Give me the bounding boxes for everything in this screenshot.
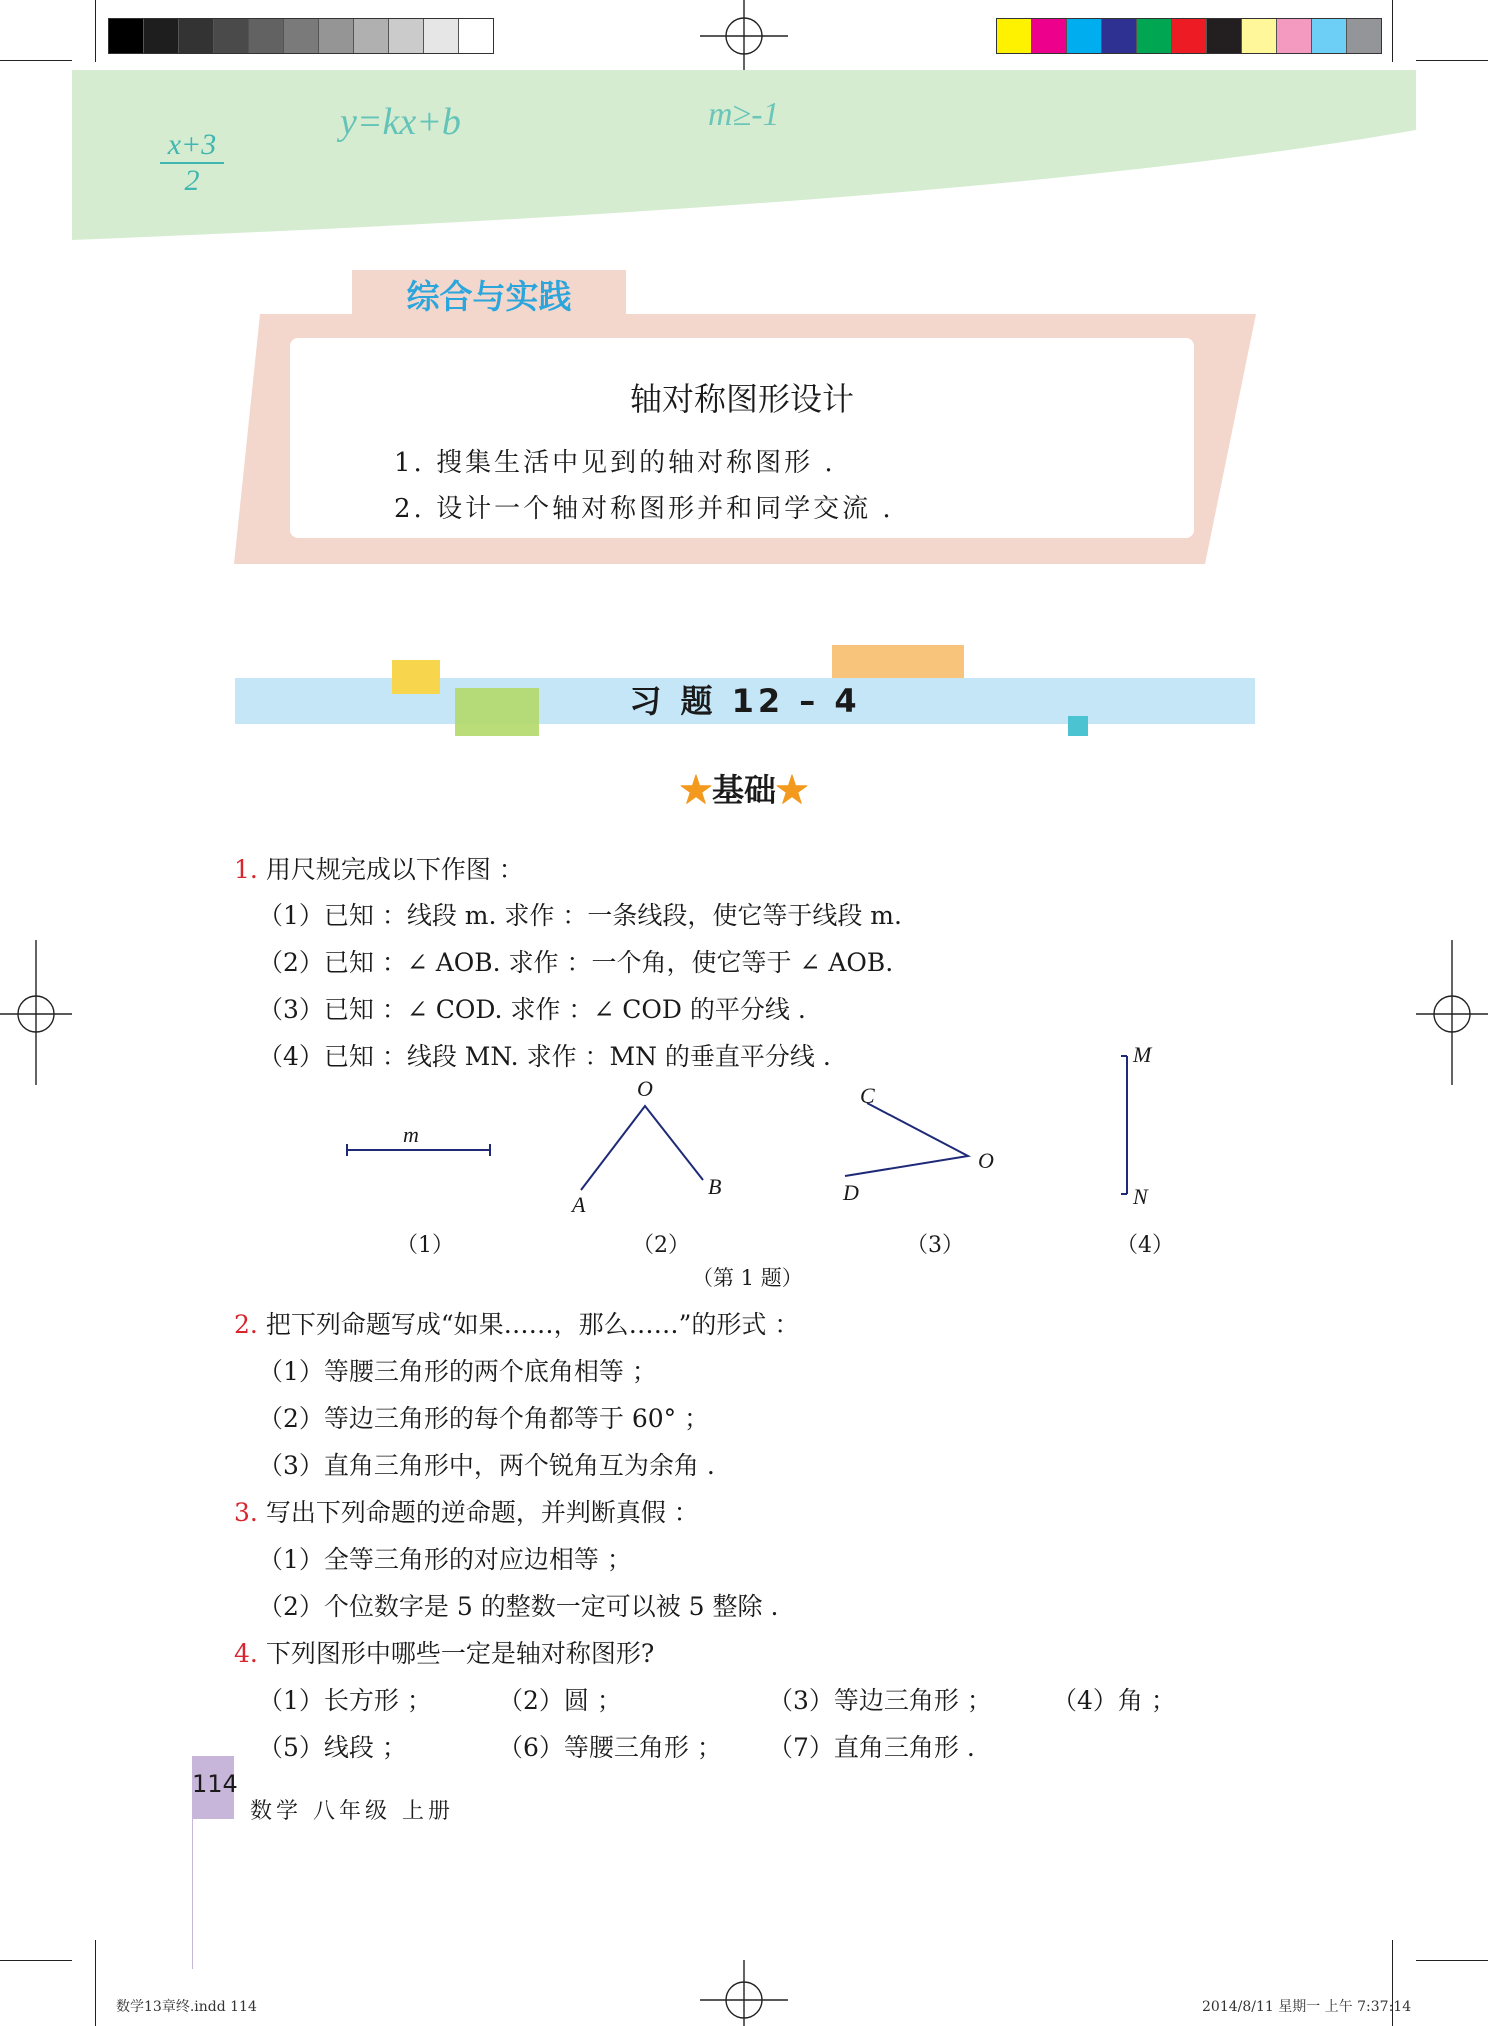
slug-file: 数学13章终.indd 114 bbox=[116, 1999, 257, 2015]
label-c: C bbox=[860, 1083, 875, 1108]
question-1 bbox=[234, 850, 524, 886]
question-text: 下列图形中哪些一定是轴对称图形? bbox=[265, 1639, 655, 1668]
subhead bbox=[0, 765, 1488, 811]
exercise-banner bbox=[235, 678, 1255, 724]
grayscale-swatches bbox=[108, 18, 494, 54]
page-number: 114 bbox=[192, 1756, 234, 1819]
question-item: （3）已知 ：∠ COD. 求作 ：∠ COD 的平分线 . bbox=[258, 995, 806, 1024]
slug-timestamp: 2014/8/11 星期一 上午 7:37:14 bbox=[1202, 1999, 1412, 2015]
question-item: （5）线段 ； bbox=[258, 1733, 407, 1762]
exercise-title: 习 题 12 – 4 bbox=[629, 682, 861, 720]
question-item: （6）等腰三角形 ； bbox=[498, 1733, 722, 1762]
decor-teal-block bbox=[1068, 716, 1088, 736]
decor-green-block bbox=[455, 688, 539, 736]
q1-figures bbox=[0, 1040, 1488, 1230]
label-m-point: M bbox=[1133, 1042, 1152, 1067]
question-number: 4. bbox=[234, 1639, 258, 1668]
question-text: 用尺规完成以下作图 ： bbox=[265, 855, 524, 884]
section-tab: 综合与实践 bbox=[352, 270, 626, 318]
label-n: N bbox=[1133, 1184, 1148, 1209]
question-item: （1）全等三角形的对应边相等 ； bbox=[258, 1545, 632, 1574]
label-m: m bbox=[403, 1122, 419, 1147]
question-item: （2）圆 ； bbox=[498, 1686, 622, 1715]
question-number: 1. bbox=[234, 855, 258, 884]
label-b: B bbox=[708, 1174, 722, 1199]
question-3 bbox=[234, 1493, 699, 1529]
decor-orange-block bbox=[832, 645, 964, 678]
question-number: 3. bbox=[234, 1498, 258, 1527]
question-2 bbox=[234, 1305, 799, 1341]
question-text: 把下列命题写成“如果……，那么……”的形式 ： bbox=[265, 1310, 800, 1339]
question-item: （1）已知 ：线段 m. 求作 ：一条线段，使它等于线段 m. bbox=[258, 901, 902, 930]
question-item: （2）个位数字是 5 的整数一定可以被 5 整除 . bbox=[258, 1592, 779, 1621]
angle-cod bbox=[845, 1103, 968, 1176]
star-icon: ★ bbox=[679, 771, 712, 809]
question-4 bbox=[234, 1634, 654, 1670]
figure-caption: （3） bbox=[906, 1233, 964, 1258]
question-figure-caption: （第 1 题） bbox=[692, 1266, 803, 1290]
angle-aob bbox=[581, 1106, 703, 1190]
header-formula-inequality: m≥-1 bbox=[708, 96, 780, 133]
footer-rule bbox=[192, 1819, 193, 1969]
label-o: O bbox=[637, 1076, 653, 1101]
section-item: 1. 搜集生活中见到的轴对称图形 . bbox=[394, 448, 836, 478]
question-item: （1）长方形 ； bbox=[258, 1686, 432, 1715]
header-formula-linear: y=kx+b bbox=[340, 101, 461, 143]
question-item: （4）角 ； bbox=[1052, 1686, 1176, 1715]
question-item: （3）直角三角形中，两个锐角互为余角 . bbox=[258, 1451, 715, 1480]
section-item: 2. 设计一个轴对称图形并和同学交流 . bbox=[394, 494, 894, 524]
decor-yellow-block bbox=[392, 660, 440, 694]
figure-caption: （1） bbox=[396, 1233, 454, 1258]
question-item: （4）已知 ：线段 MN. 求作 ：MN 的垂直平分线 . bbox=[258, 1042, 831, 1071]
label-a: A bbox=[572, 1192, 586, 1217]
figure-caption: （4） bbox=[1116, 1233, 1174, 1258]
subhead-label: 基础 bbox=[711, 771, 776, 809]
star-icon: ★ bbox=[776, 771, 809, 809]
section-title: 轴对称图形设计 bbox=[629, 380, 854, 418]
label-d: D bbox=[843, 1180, 859, 1205]
question-item: （1）等腰三角形的两个底角相等 ； bbox=[258, 1357, 657, 1386]
figure-caption: （2） bbox=[632, 1233, 690, 1258]
book-title: 数学 八年级 上册 bbox=[250, 1799, 454, 1824]
question-item: （2）等边三角形的每个角都等于 60° ； bbox=[258, 1404, 710, 1433]
section-card bbox=[290, 338, 1194, 538]
question-item: （7）直角三角形 . bbox=[768, 1733, 975, 1762]
header-formula-fraction: x+3 2 bbox=[160, 128, 224, 198]
question-text: 写出下列命题的逆命题，并判断真假 ： bbox=[265, 1498, 699, 1527]
question-number: 2. bbox=[234, 1310, 258, 1339]
label-o2: O bbox=[978, 1148, 994, 1173]
color-swatches bbox=[996, 18, 1382, 54]
question-item: （3）等边三角形 ； bbox=[768, 1686, 992, 1715]
question-item: （2）已知 ：∠ AOB. 求作 ：一个角，使它等于 ∠ AOB. bbox=[258, 948, 894, 977]
